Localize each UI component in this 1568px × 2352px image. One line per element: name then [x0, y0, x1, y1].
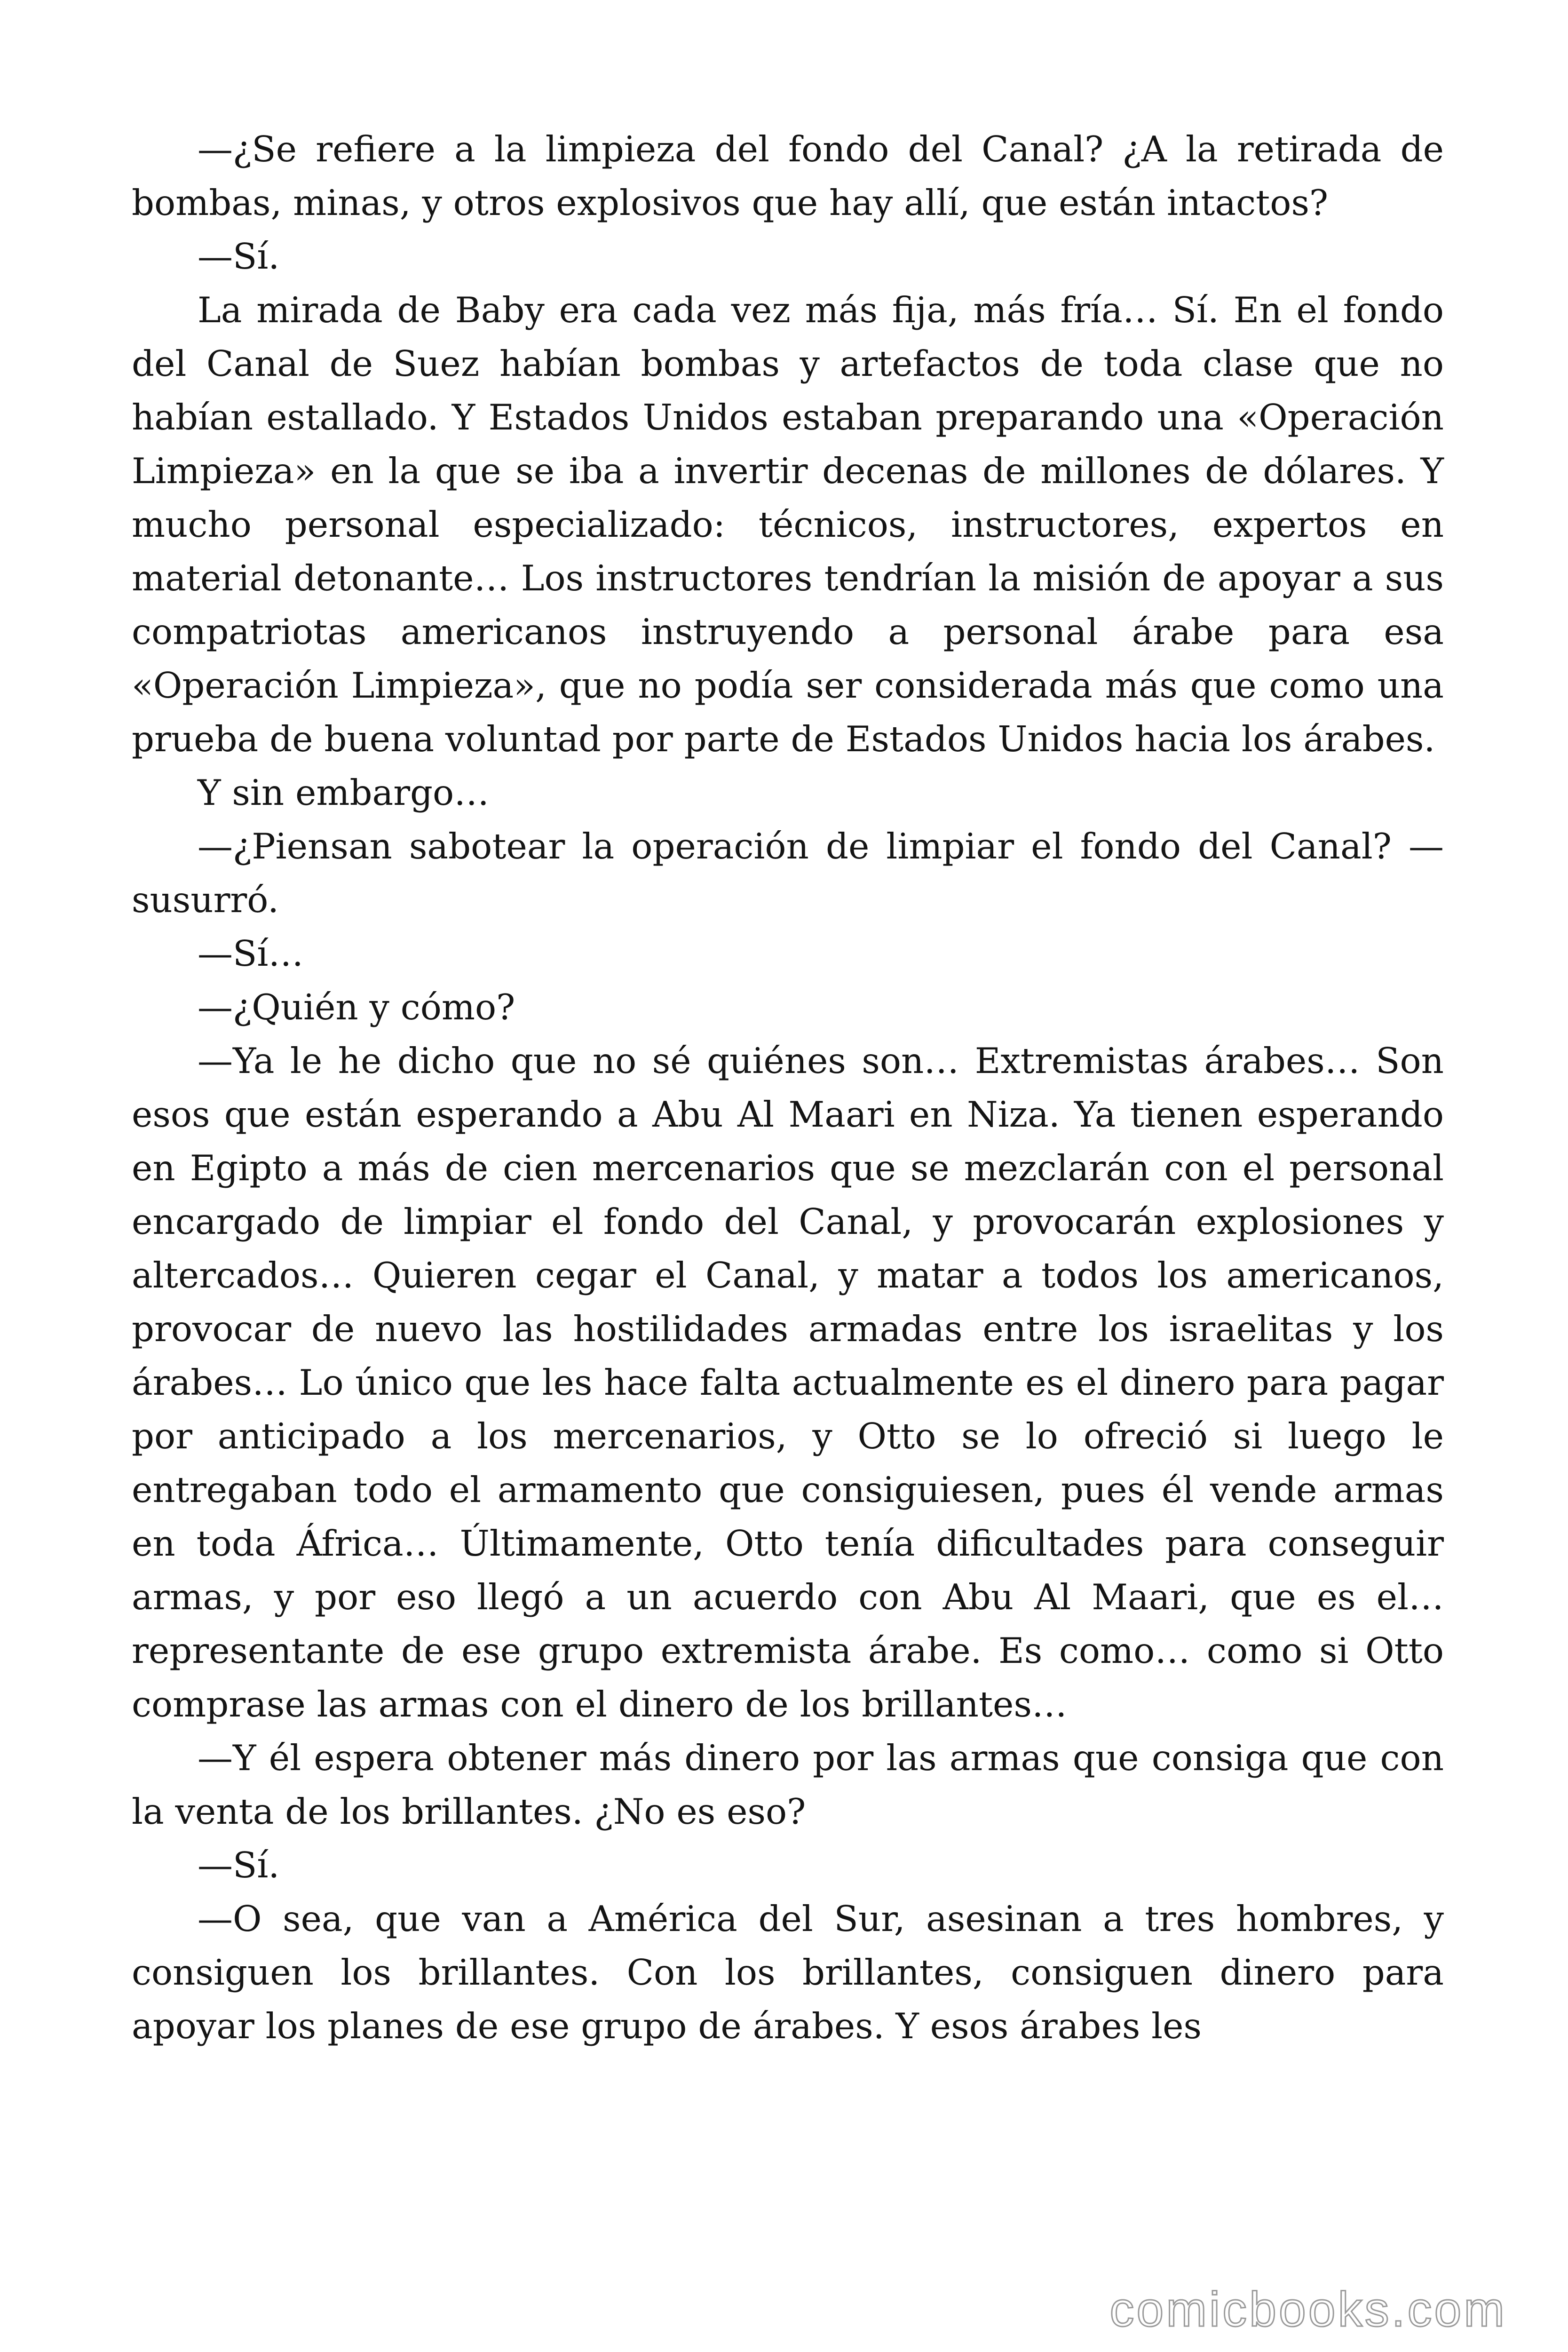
paragraph-7: —¿Quién y cómo?: [198, 986, 515, 1028]
paragraph-9: —Y él espera obtener más dinero por las armas que consiga que con la venta de los brillantes. ¿No es eso?: [132, 1737, 1444, 1832]
paragraph-2: —Sí.: [198, 236, 280, 277]
site-watermark: comicbooks.com: [1109, 2282, 1507, 2337]
paragraph-3: La mirada de Baby era cada vez más fija, más fría… Sí. En el fondo del Canal de Suez habían bombas y artefactos de toda clase que no habían estallado. Y Estados Unidos estaban preparando una «Operación Limpieza» en la que se iba a invertir decenas de millones de dólares. Y mucho personal especializado: técnicos, instructores, expertos en material detonante… Los instructores tendrían la misión de apoyar a sus compatriotas americanos instruyendo a personal árabe para esa «Operación Limpieza», que no podía ser considerada más que como una prueba de buena voluntad por parte de Estados Unidos hacia los árabes.: [132, 289, 1444, 760]
paragraph-11: —O sea, que van a América del Sur, asesinan a tres hombres, y consiguen los brillantes. Con los brillantes, consiguen dinero para apoyar los planes de ese grupo de árabes. Y esos árabes les: [132, 1898, 1444, 2047]
paragraph-1: —¿Se refiere a la limpieza del fondo del Canal? ¿A la retirada de bombas, minas, y otros explosivos que hay allí, que están intactos?: [132, 128, 1444, 223]
paragraph-8: —Ya le he dicho que no sé quiénes son… Extremistas árabes… Son esos que están esperando a Abu Al Maari en Niza. Ya tienen esperando en Egipto a más de cien mercenarios que se mezclarán con el personal encargado de limpiar el fondo del Canal, y provocarán explosiones y altercados… Quieren cegar el Canal, y matar a todos los americanos, provocar de nuevo las hostilidades armadas entre los israelitas y los árabes… Lo único que les hace falta actualmente es el dinero para pagar por anticipado a los mercenarios, y Otto se lo ofreció si luego le entregaban todo el armamento que consiguiesen, pues él vende armas en toda África… Últimamente, Otto tenía dificultades para conseguir armas, y por eso llegó a un acuerdo con Abu Al Maari, que es el… representante de ese grupo extremista árabe. Es como… como si Otto comprase las armas con el dinero de los brillantes…: [132, 1040, 1444, 1725]
paragraph-5: —¿Piensan sabotear la operación de limpiar el fondo del Canal? —susurró.: [132, 826, 1444, 921]
book-page-text: [132, 122, 1444, 2053]
paragraph-4: Y sin embargo…: [198, 772, 490, 813]
paragraph-6: —Sí…: [198, 933, 304, 974]
paragraph-10: —Sí.: [198, 1844, 280, 1886]
